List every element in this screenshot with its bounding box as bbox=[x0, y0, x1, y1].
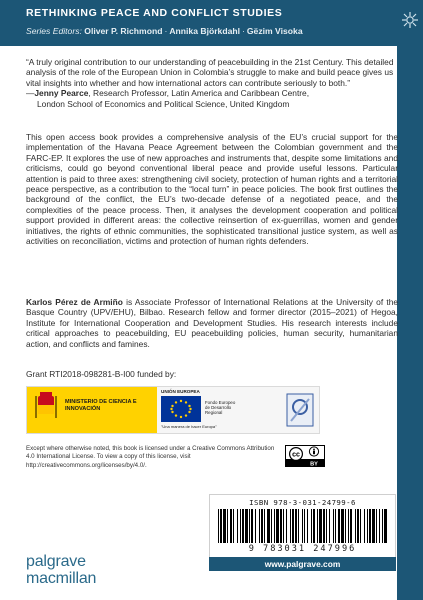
barcode-bar bbox=[249, 509, 250, 543]
barcode-bar bbox=[323, 509, 325, 543]
barcode-bar bbox=[313, 509, 315, 543]
barcode-bar bbox=[335, 509, 336, 543]
series-editor-1: Oliver P. Richmond bbox=[84, 26, 163, 36]
eu-flag-icon bbox=[161, 396, 201, 422]
barcode-bar bbox=[384, 509, 387, 543]
book-abstract: This open access book provides a comprehensive analysis of the EU’s crucial support for the implementation of the Havana Peace Agreement between the Colombian government and the FARC-EP. It explores the use of new approaches and instruments that, despite some limitations and criticisms, could go beyond conventional liberal peace and provide useful lessons. Particular attention is paid to three axes: strengthening civil society, protection of human rights and a territorial peace perspective, as a contribution to the “local turn” in peace policies. The book first outlines the background of the conflict, the EU’s two-decade defense of a negotiated peace, and the complexities of the peace process. Then, it analyses the development cooperation and political support provided in different areas: the collective reinsertion of ex-guerrillas, women and gender initiatives, the rights of ethnic communities, the sophisticated transitional justice system, as well as activities on reconciliation, victims and protection of human rights defenders. bbox=[26, 132, 398, 247]
barcode-bar bbox=[338, 509, 340, 543]
barcode-bar bbox=[274, 509, 275, 543]
quote-author: Jenny Pearce bbox=[34, 88, 89, 99]
spain-crest-icon bbox=[31, 387, 61, 433]
author-bio-text: is Associate Professor of International Relations at the University of the Basque Country (UPV/EHU), Bilbao. Research fellow and former director (2015–2021) of Hegoa, Institute for International Cooperation and Development Studies. His research interests include critical approaches to peacebuilding, EU peacebuilding policies, human security, humanitarian action, and conflicts and famines. bbox=[26, 297, 399, 349]
barcode-bar bbox=[259, 509, 260, 543]
barcode-bar bbox=[283, 509, 284, 543]
ministry-name: MINISTERIO DE CIENCIA E INNOVACIÓN bbox=[65, 399, 137, 412]
barcode-icon bbox=[216, 509, 389, 543]
barcode-bar bbox=[329, 509, 330, 543]
barcode-bar bbox=[245, 509, 248, 543]
barcode-bar bbox=[227, 509, 228, 543]
barcode-bar bbox=[360, 509, 361, 543]
barcode-bar bbox=[261, 509, 263, 543]
erdf-emblem-icon bbox=[281, 387, 317, 433]
barcode-bar bbox=[298, 509, 299, 543]
grant-statement: Grant RTI2018-098281-B-I00 funded by: bbox=[26, 369, 177, 379]
barcode-bar bbox=[350, 509, 352, 543]
isbn-digits: 9 783031 247996 bbox=[248, 544, 357, 554]
barcode-bar bbox=[237, 509, 238, 543]
barcode-bar bbox=[271, 509, 272, 543]
quote-author-title: , Research Professor, Latin America and Caribbean Centre, bbox=[88, 88, 310, 99]
barcode-bar bbox=[367, 509, 368, 543]
author-name: Karlos Pérez de Armiño bbox=[26, 297, 123, 307]
barcode-bar bbox=[267, 509, 270, 543]
isbn-barcode-box bbox=[209, 494, 396, 558]
author-bio bbox=[26, 297, 398, 349]
publisher-name-line1: palgrave bbox=[26, 553, 86, 570]
quote-dash: — bbox=[26, 88, 35, 99]
creative-commons-icon bbox=[285, 445, 325, 467]
barcode-bar bbox=[355, 509, 356, 543]
eu-fund-name: Fondo Europeo de Desarrollo Regional bbox=[205, 400, 236, 416]
quote-text: “A truly original contribution to our understanding of peacebuilding in the 21st Century. This detailed analysis of the role of the European Union in Colombia’s struggle to make and build peace gives us vital insights into whether and how international actors can contribute seriously to both.” bbox=[26, 57, 394, 88]
barcode-bar bbox=[264, 509, 265, 543]
series-editors: Series Editors: Oliver P. Richmond · Annika Björkdahl · Gëzim Visoka bbox=[26, 26, 303, 36]
barcode-bar bbox=[276, 509, 279, 543]
barcode-bar bbox=[223, 509, 226, 543]
barcode-bar bbox=[233, 509, 234, 543]
eu-motto: "Una manera de hacer Europa" bbox=[161, 424, 217, 429]
barcode-bar bbox=[251, 509, 253, 543]
barcode-bar bbox=[379, 509, 380, 543]
series-editor-2: Annika Björkdahl bbox=[169, 26, 240, 36]
barcode-bar bbox=[255, 509, 256, 543]
barcode-bar bbox=[382, 509, 383, 543]
eu-logo bbox=[161, 387, 279, 433]
cc-mark-text: cc bbox=[292, 451, 300, 459]
license-text: Except where otherwise noted, this book is licensed under a Creative Commons Attribution 4.0 International License. To view a copy of this license, visit http://creativecommons.org/licenses/by/4.0/. bbox=[26, 445, 275, 469]
isbn-label: ISBN 978-3-031-24799-6 bbox=[249, 498, 356, 507]
barcode-bar bbox=[304, 509, 305, 543]
publisher-logo bbox=[26, 553, 96, 587]
publisher-website[interactable]: www.palgrave.com bbox=[209, 557, 396, 571]
barcode-bar bbox=[307, 509, 308, 543]
barcode-bar bbox=[348, 509, 349, 543]
barcode-bar bbox=[292, 509, 294, 543]
barcode-bar bbox=[369, 509, 371, 543]
barcode-bar bbox=[333, 509, 334, 543]
series-title: RETHINKING PEACE AND CONFLICT STUDIES bbox=[26, 7, 283, 19]
eu-label: UNIÓN EUROPEA bbox=[161, 389, 200, 394]
side-color-strip bbox=[397, 0, 423, 600]
funder-logos bbox=[26, 386, 320, 434]
series-editor-3: Gëzim Visoka bbox=[246, 26, 303, 36]
barcode-bar bbox=[345, 509, 346, 543]
series-logo-icon bbox=[397, 0, 423, 46]
barcode-bar bbox=[242, 509, 244, 543]
barcode-bar bbox=[372, 509, 375, 543]
barcode-bar bbox=[376, 509, 377, 543]
ministry-logo bbox=[27, 387, 157, 433]
barcode-bar bbox=[286, 509, 287, 543]
barcode-bar bbox=[240, 509, 241, 543]
barcode-bar bbox=[280, 509, 282, 543]
cc-by-text: BY bbox=[310, 461, 318, 467]
barcode-bar bbox=[302, 509, 303, 543]
barcode-bar bbox=[319, 509, 322, 543]
quote-author-affiliation: London School of Economics and Political Science, United Kingdom bbox=[37, 98, 290, 109]
series-editors-label: Series Editors: bbox=[26, 26, 82, 36]
endorsement-quote bbox=[26, 57, 398, 109]
barcode-bar bbox=[364, 509, 365, 543]
barcode-bar bbox=[357, 509, 359, 543]
barcode-bar bbox=[317, 509, 318, 543]
barcode-bar bbox=[290, 509, 291, 543]
quote-attribution bbox=[26, 88, 398, 98]
barcode-bar bbox=[230, 509, 232, 543]
barcode-bar bbox=[220, 509, 222, 543]
barcode-bar bbox=[311, 509, 312, 543]
publisher-name-line2: macmillan bbox=[26, 570, 97, 587]
barcode-bar bbox=[218, 509, 219, 543]
barcode-bar bbox=[341, 509, 344, 543]
barcode-bar bbox=[326, 509, 327, 543]
barcode-bar bbox=[295, 509, 297, 543]
